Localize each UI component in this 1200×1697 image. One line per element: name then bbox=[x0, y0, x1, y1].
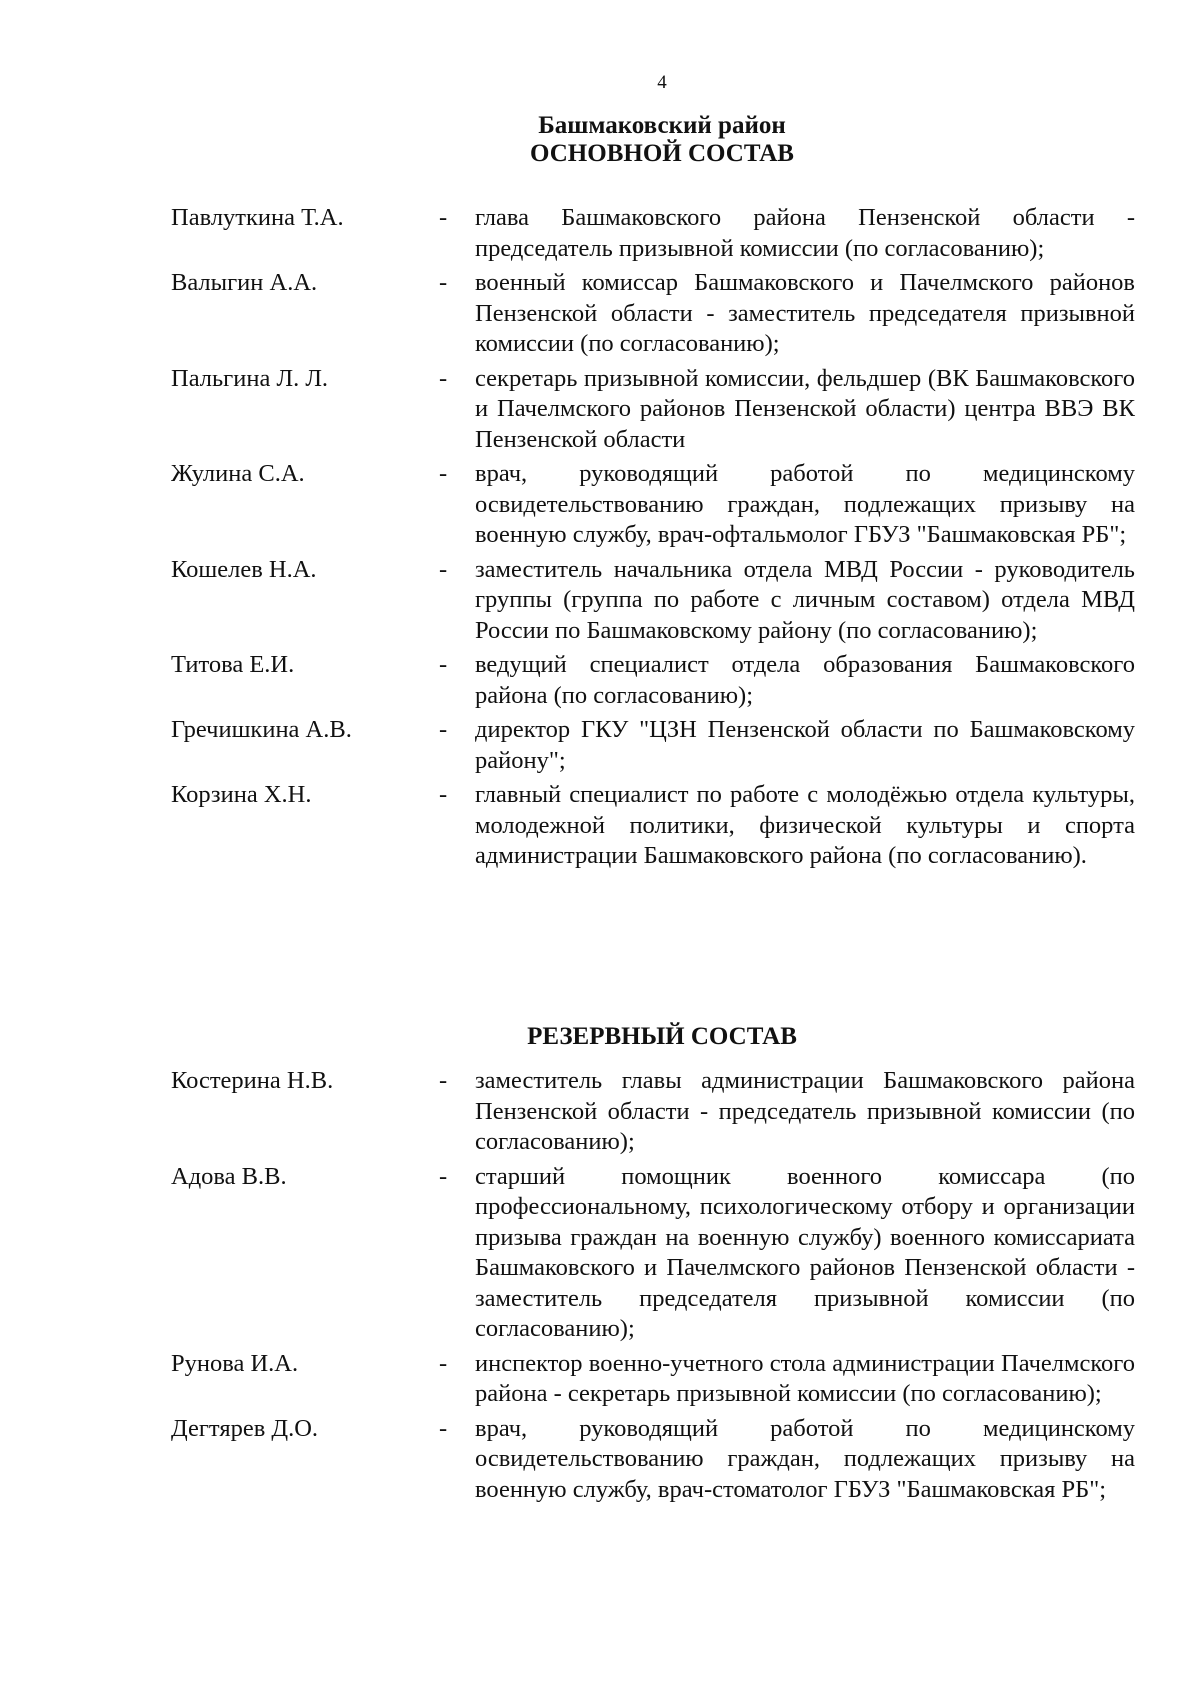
roster-entry bbox=[171, 268, 1135, 360]
roster-entry bbox=[171, 203, 1135, 264]
member-name: Корзина Х.Н. bbox=[171, 781, 312, 808]
member-role: старший помощник военного комиссара (по профессиональному, психологическому отбору и организации призыва граждан на военную службу) военного комиссариата Башмаковского и Пачелмского районов Пензенской области - заместитель председателя призывной комиссии (по согласованию); bbox=[475, 1162, 1135, 1342]
member-role: заместитель главы администрации Башмаковского района Пензенской области - председатель призывной комиссии (по согласованию); bbox=[475, 1067, 1135, 1155]
member-name: Пальгина Л. Л. bbox=[171, 364, 329, 392]
member-name: Валыгин А.А. bbox=[171, 269, 318, 296]
member-name: Адова В.В. bbox=[171, 1162, 287, 1190]
member-role: врач, руководящий работой по медицинскому освидетельствованию граждан, подлежащих призыву на военную службу, врач-стоматолог ГБУЗ "Башмаковская РБ"; bbox=[475, 1414, 1135, 1503]
member-role: заместитель начальника отдела МВД России - руководитель группы (группа по работе с личным составом) отдела МВД России по Башмаковскому району (по согласованию); bbox=[475, 555, 1135, 644]
roster-entry bbox=[171, 1066, 1135, 1158]
member-name: Титова Е.И. bbox=[171, 651, 295, 678]
member-role: секретарь призывной комиссии, фельдшер (ВК Башмаковского и Пачелмского районов Пензенской области) центра ВВЭ ВК Пензенской области bbox=[475, 364, 1135, 453]
member-name: Дегтярев Д.О. bbox=[171, 1414, 319, 1442]
roster-entry bbox=[171, 715, 1135, 776]
separator-dash: - bbox=[439, 364, 448, 392]
member-name: Костерина Н.В. bbox=[171, 1067, 334, 1094]
member-role: главный специалист по работе с молодёжью отдела культуры, молодежной политики, физической культуры и спорта администрации Башмаковского района (по согласованию). bbox=[475, 781, 1135, 869]
member-role: глава Башмаковского района Пензенской области - председатель призывной комиссии (по согласованию); bbox=[475, 204, 1135, 262]
roster-entry bbox=[171, 1349, 1135, 1410]
separator-dash: - bbox=[439, 1414, 448, 1442]
roster-entry bbox=[171, 1162, 1135, 1345]
roster-entry bbox=[171, 459, 1135, 551]
separator-dash: - bbox=[439, 460, 448, 487]
separator-dash: - bbox=[439, 204, 448, 231]
member-role: ведущий специалист отдела образования Башмаковского района (по согласованию); bbox=[475, 651, 1135, 709]
member-role: директор ГКУ "ЦЗН Пензенской области по Башмаковскому району"; bbox=[475, 716, 1135, 774]
main-roster bbox=[171, 203, 1135, 876]
member-name: Жулина С.А. bbox=[171, 460, 305, 487]
separator-dash: - bbox=[439, 716, 448, 743]
member-name: Кошелев Н.А. bbox=[171, 555, 317, 583]
member-name: Павлуткина Т.А. bbox=[171, 204, 344, 231]
member-role: инспектор военно-учетного стола администрации Пачелмского района - секретарь призывной комиссии (по согласованию); bbox=[475, 1349, 1135, 1407]
member-name: Рунова И.А. bbox=[171, 1349, 299, 1377]
member-role: военный комиссар Башмаковского и Пачелмского районов Пензенской области - заместитель председателя призывной комиссии (по согласованию); bbox=[475, 269, 1135, 357]
reserve-section-title: РЕЗЕРВНЫЙ СОСТАВ bbox=[527, 1023, 797, 1050]
roster-entry bbox=[171, 780, 1135, 872]
separator-dash: - bbox=[439, 1349, 448, 1377]
separator-dash: - bbox=[439, 781, 448, 808]
member-role: врач, руководящий работой по медицинскому освидетельствованию граждан, подлежащих призыву на военную службу, врач-офтальмолог ГБУЗ "Башмаковская РБ"; bbox=[475, 460, 1135, 548]
roster-entry bbox=[171, 1414, 1135, 1506]
separator-dash: - bbox=[439, 269, 448, 296]
roster-entry bbox=[171, 555, 1135, 647]
reserve-roster bbox=[171, 1066, 1135, 1509]
separator-dash: - bbox=[439, 1067, 448, 1094]
main-section-title: ОСНОВНОЙ СОСТАВ bbox=[530, 140, 794, 167]
separator-dash: - bbox=[439, 555, 448, 583]
separator-dash: - bbox=[439, 1162, 448, 1190]
roster-entry bbox=[171, 364, 1135, 456]
member-name: Гречишкина А.В. bbox=[171, 716, 352, 743]
page-number: 4 bbox=[657, 72, 667, 93]
roster-entry bbox=[171, 650, 1135, 711]
separator-dash: - bbox=[439, 651, 448, 678]
region-title: Башмаковский район bbox=[538, 112, 786, 139]
